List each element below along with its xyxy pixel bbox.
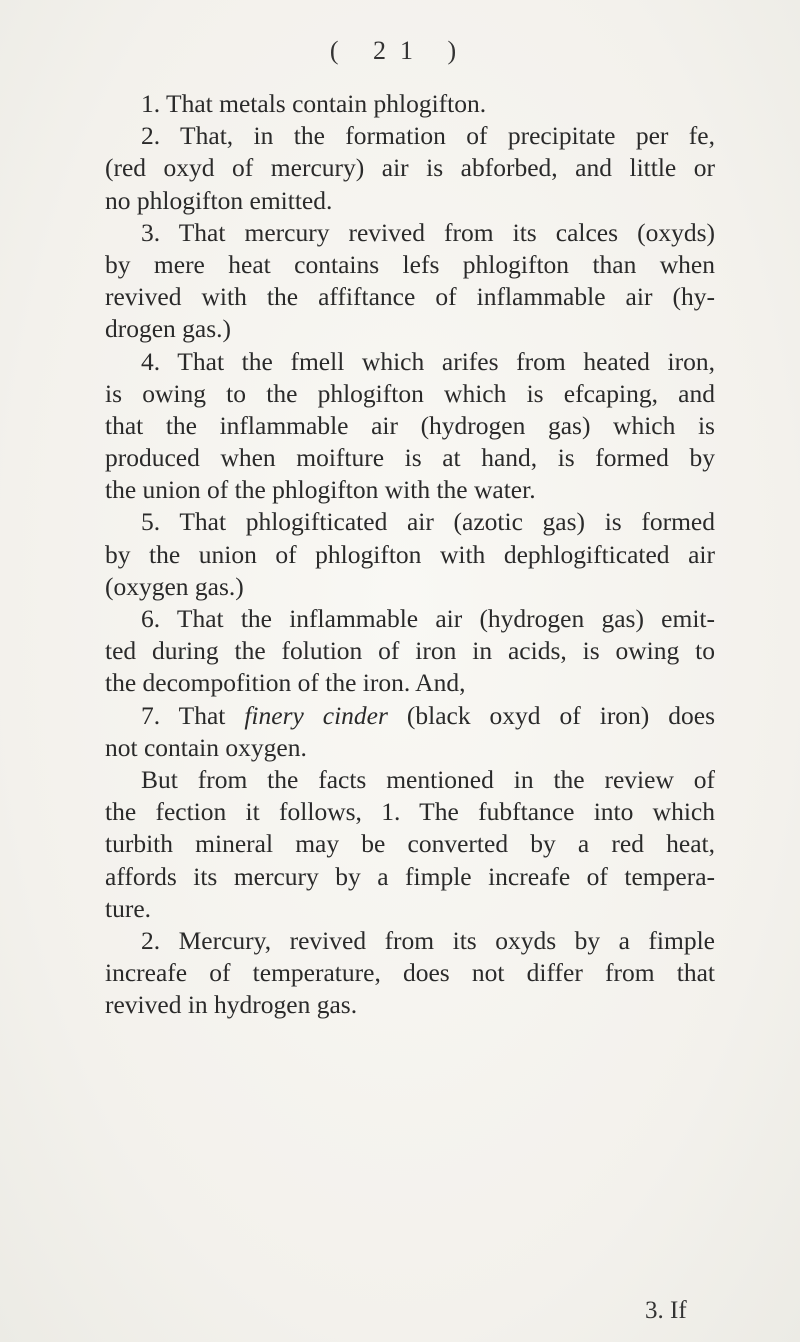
body-text [105,88,715,1021]
text-line: the fection it follows, 1. The fubftance into which [105,797,715,827]
text-line: that the inflammable air (hydrogen gas) which is [105,410,715,440]
text-line: (oxygen gas.) [105,571,244,601]
text-line: But from the facts mentioned in the review of [141,764,715,794]
text-line: no phlogifton emitted. [105,185,333,215]
text-line [105,700,715,732]
text-line: affords its mercury by a fimple increafe of tempera- [105,861,715,891]
text-line: is owing to the phlogifton which is efcaping, and [105,378,715,408]
text-line: 2. Mercury, revived from its oxyds by a fimple [141,925,715,955]
page-number: ( 21 ) [329,36,471,65]
text-line: revived in hydrogen gas. [105,990,358,1020]
text-line: the decompofition of the iron. And, [105,668,466,698]
text-line: 4. That the fmell which arifes from heated iron, [141,346,715,376]
text-segment: 7. That [141,700,245,730]
text-line: produced when moifture is at hand, is formed by [105,443,715,473]
italic-term: finery cinder [244,700,388,730]
text-segment: (black oxyd of iron) does [387,700,716,730]
text-line: 5. That phlogifticated air (azotic gas) is formed [141,507,715,537]
text-line: not contain oxygen. [105,732,307,762]
text-line: ted during the folution of iron in acids, is owing to [105,636,715,666]
text-line: increafe of temperature, does not differ from that [105,958,715,988]
text-line: 6. That the inflammable air (hydrogen gas) emit- [141,604,715,633]
text-line: 3. That mercury revived from its calces (oxyds) [141,217,715,247]
text-line: revived with the affiftance of inflammable air (hy- [105,282,715,312]
text-line: (red oxyd of mercury) air is abforbed, and little or [105,153,715,183]
text-line: drogen gas.) [105,314,232,344]
text-line: the union of the phlogifton with the water. [105,475,536,505]
text-line: by mere heat contains lefs phlogifton than when [105,249,715,279]
text-line: 2. That, in the formation of precipitate per fe, [141,121,715,151]
text-line: by the union of phlogifton with dephlogifticated air [105,539,715,569]
text-line: turbith mineral may be converted by a red heat, [105,829,715,859]
text-line: 1. That metals contain phlogifton. [141,89,487,118]
catchword: 3. If [645,1297,687,1324]
text-line: ture. [105,893,152,923]
